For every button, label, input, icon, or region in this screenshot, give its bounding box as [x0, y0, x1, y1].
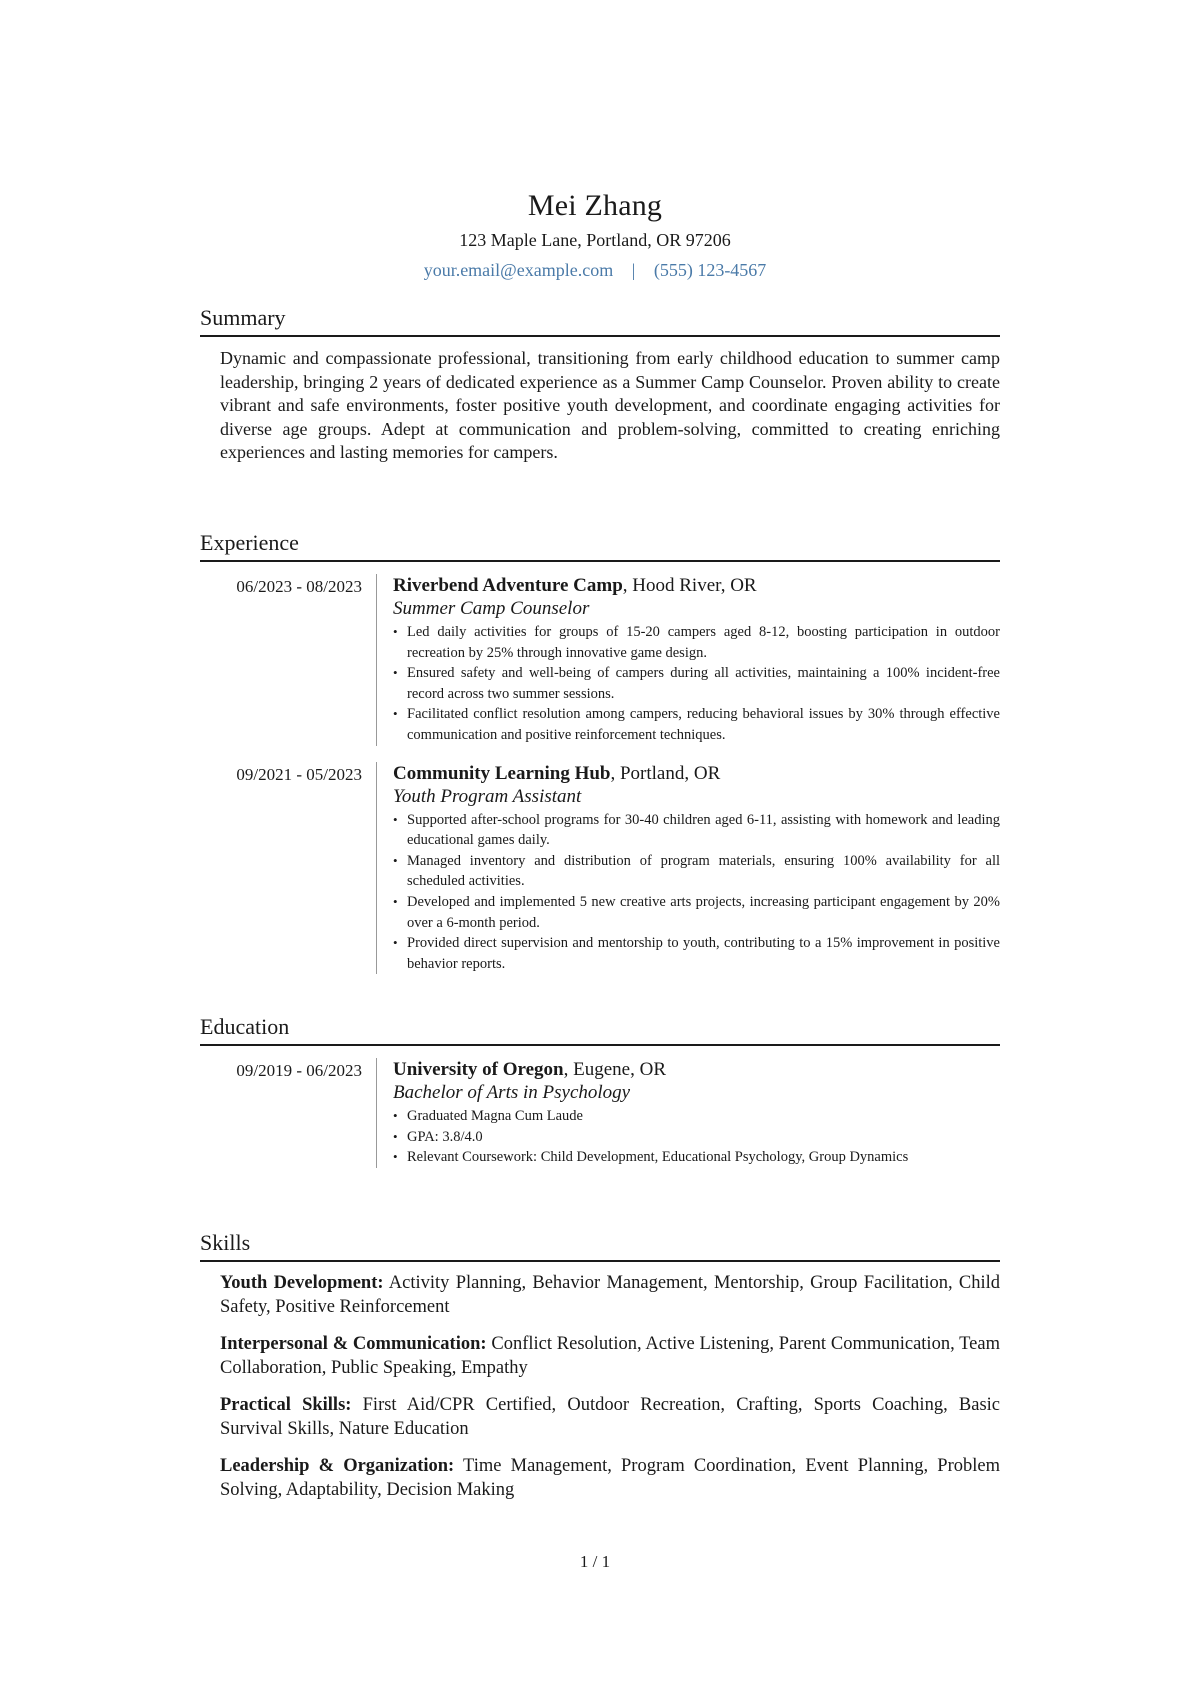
education-heading: Education — [200, 1013, 1000, 1046]
entry-body — [376, 1058, 1000, 1168]
entry-bullets — [393, 810, 1000, 975]
skills-heading: Skills — [200, 1229, 1000, 1262]
bullet-item: • Supported after-school programs for 30-40 children aged 6-11, assisting with homework and leading educational games daily. — [393, 810, 1000, 851]
skill-group — [220, 1333, 1000, 1380]
skill-label: Youth Development: — [220, 1273, 384, 1293]
bullet-item: • Relevant Coursework: Child Development, Educational Psychology, Group Dynamics — [393, 1147, 1000, 1168]
skills-section — [200, 1229, 1000, 1516]
summary-heading: Summary — [200, 304, 1000, 337]
skill-group — [220, 1394, 1000, 1441]
entry-body — [376, 574, 1000, 746]
entry-bullets — [393, 622, 1000, 746]
experience-heading: Experience — [200, 529, 1000, 562]
entry-organization — [393, 1058, 1000, 1081]
skill-text: Time Management, Program Coordination, Event Planning, Problem Solving, Adaptability, Decision Making — [220, 1456, 1000, 1500]
bullet-item: • Provided direct supervision and mentorship to youth, contributing to a 15% improvement in positive behavior reports. — [393, 933, 1000, 974]
bullet-item: • Graduated Magna Cum Laude — [393, 1106, 1000, 1127]
entry-degree: Bachelor of Arts in Psychology — [393, 1082, 631, 1103]
entry-dates: 09/2021 - 05/2023 — [236, 764, 362, 784]
org-location: , Hood River, OR — [622, 575, 757, 596]
summary-section — [200, 304, 1000, 465]
bullet-item: • Managed inventory and distribution of program materials, ensuring 100% availability for all scheduled activities. — [393, 851, 1000, 892]
candidate-name: Mei Zhang — [527, 189, 663, 222]
bullet-item: • GPA: 3.8/4.0 — [393, 1127, 1000, 1148]
skill-label: Leadership & Organization: — [220, 1456, 455, 1476]
page-number: 1 / 1 — [579, 1552, 611, 1571]
contact-separator: | — [631, 260, 636, 280]
resume-header — [0, 188, 1190, 282]
email-link[interactable]: your.email@example.com — [423, 260, 614, 280]
org-name: Riverbend Adventure Camp — [393, 575, 623, 596]
experience-entry — [200, 762, 1000, 975]
skill-text: Activity Planning, Behavior Management, Mentorship, Group Facilitation, Child Safety, Positive Reinforcement — [220, 1273, 1000, 1317]
skill-label: Interpersonal & Communication: — [220, 1334, 487, 1354]
address: 123 Maple Lane, Portland, OR 97206 — [459, 230, 731, 250]
bullet-item: • Facilitated conflict resolution among campers, reducing behavioral issues by 30% through effective communication and positive reinforcement techniques. — [393, 704, 1000, 745]
entry-bullets — [393, 1106, 1000, 1168]
skill-label: Practical Skills: — [220, 1395, 352, 1415]
bullet-item: • Developed and implemented 5 new creative arts projects, increasing participant engagement by 20% over a 6-month period. — [393, 892, 1000, 933]
org-name: Community Learning Hub — [393, 762, 611, 784]
entry-dates: 06/2023 - 08/2023 — [236, 577, 362, 596]
experience-section — [200, 529, 1000, 974]
skill-group — [220, 1272, 1000, 1319]
bullet-item: • Led daily activities for groups of 15-20 campers aged 8-12, boosting participation in outdoor recreation by 25% through innovative game design. — [393, 622, 1000, 663]
contact-line — [0, 258, 1190, 282]
entry-organization — [393, 762, 1000, 785]
org-location: , Eugene, OR — [563, 1059, 667, 1080]
entry-role: Summer Camp Counselor — [393, 598, 590, 619]
entry-organization — [393, 574, 1000, 597]
experience-entry — [200, 574, 1000, 746]
skill-text: First Aid/CPR Certified, Outdoor Recreation, Crafting, Sports Coaching, Basic Survival Skills, Nature Education — [220, 1395, 1000, 1439]
entry-dates: 09/2019 - 06/2023 — [236, 1061, 362, 1080]
education-section — [200, 1013, 1000, 1168]
education-entry — [200, 1058, 1000, 1168]
skills-list — [220, 1272, 1000, 1502]
entry-role: Youth Program Assistant — [393, 785, 582, 807]
skill-text: Conflict Resolution, Active Listening, Parent Communication, Team Collaboration, Public Speaking, Empathy — [220, 1334, 1000, 1378]
bullet-item: • Ensured safety and well-being of campers during all activities, maintaining a 100% incident-free record across two summer sessions. — [393, 663, 1000, 704]
org-name: University of Oregon — [393, 1059, 564, 1080]
phone-link[interactable]: (555) 123-4567 — [653, 260, 767, 280]
summary-text: Dynamic and compassionate professional, transitioning from early childhood education to summer camp leadership, bringing 2 years of dedicated experience as a Summer Camp Counselor. Proven ability to create vibrant and safe environments, foster positive youth development, and coordinate engaging activities for diverse age groups. Adept at communication and problem-solving, committed to creating enriching experiences and lasting memories for campers. — [220, 348, 1000, 462]
org-location: , Portland, OR — [610, 762, 721, 784]
skill-group — [220, 1455, 1000, 1502]
entry-body — [376, 762, 1000, 975]
